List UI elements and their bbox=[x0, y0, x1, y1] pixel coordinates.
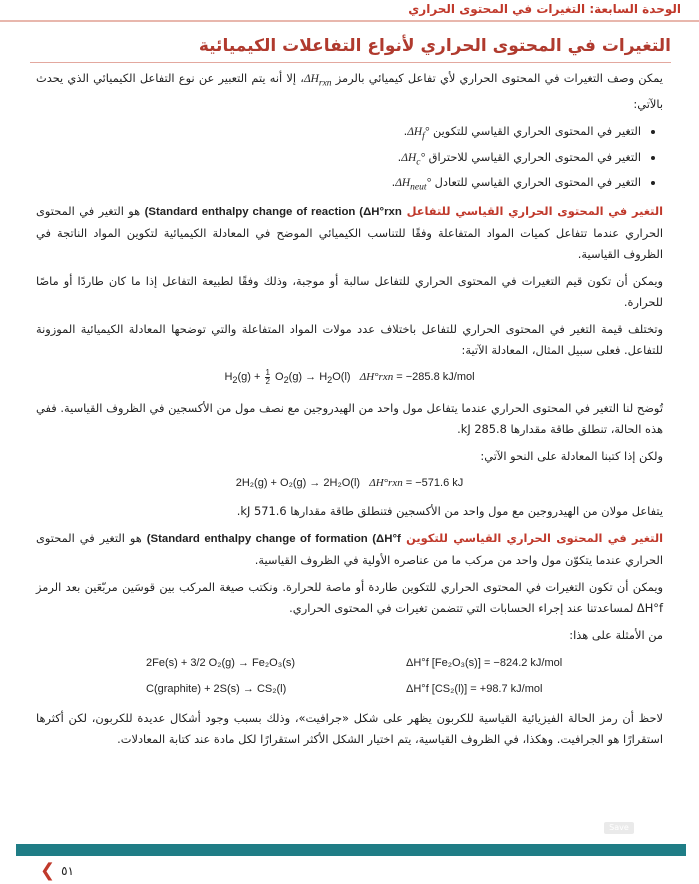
intro-paragraph: يمكن وصف التغيرات في المحتوى الحراري لأي تفاعل كيميائي بالرمز $\Delta H_{rxn}،$ إلا أنه يتم التعبير عن نوع التفاعل الكيميائي الذي يحدث بالآتي: bbox=[36, 71, 663, 112]
page-number: ٥١ bbox=[61, 864, 74, 878]
reaction-enthalpy-definition: التغير في المحتوى الحراري القياسي للتفاعل (Standard enthalpy change of reaction (ΔH°rxn هو التغير في المحتوى الحراري عندما تتفاعل كميات المواد المتفاعلة وفقًا للتناسب الكيميائي الموضح في المعادلة الكيميائية لتكوين المواد الناتجة في الظروف القياسية. bbox=[36, 204, 664, 262]
list-item: • التغير في المحتوى الحراري القياسي للتكوين $\Delta H_f^\circ$. bbox=[36, 121, 641, 146]
chevron-left-icon[interactable]: ❮ bbox=[40, 860, 56, 881]
header-divider bbox=[0, 20, 699, 22]
formation-enthalpy-definition: التغير في المحتوى الحراري القياسي للتكوين (Standard enthalpy change of formation (ΔH°f هو التغير في المحتوى الحراري عندما يتكوّن مول واحد من مركب ما من عناصره الأولية في الظروف القياسية. bbox=[36, 531, 663, 568]
moles-paragraph: وتختلف قيمة التغير في المحتوى الحراري للتفاعل باختلاف عدد مولات المواد المتفاعلة والتي توضحها المعادلة الكيميائية الموزونة للتفاعل. فعلى سبيل المثال، المعادلة الآتية: bbox=[36, 322, 663, 358]
term-reaction-ar: التغير في المحتوى الحراري القياسي للتفاعل bbox=[401, 204, 664, 219]
formation-paragraph: ويمكن أن تكون التغيرات في المحتوى الحراري للتكوين طاردة أو ماصة للحرارة. ونكتب صيغة المركب بين قوسَين مربّعَين بعد الرمز ΔH°f لمساعدتنا عند إجراء الحسابات التي تتضمن تغيرات في المحتوى الحراري. bbox=[36, 580, 663, 616]
examples-intro: من الأمثلة على هذا: bbox=[569, 628, 663, 643]
equation-1: $H_2(g)$ + $\frac{1}{2}$ $O_2(g) \to H_2O(l)$ ΔH°rxn = −285.8 kJ/mol bbox=[224, 367, 475, 386]
example-row: 2Fe(s) + 3/2 O₂(g) → Fe₂O₃(s) ΔH°f [Fe₂O₃(s)] = −824.2 kJ/mol bbox=[146, 657, 563, 670]
unit-header: الوحدة السابعة: التغيرات في المحتوى الحراري bbox=[408, 2, 681, 16]
rewrite-paragraph: ولكن إذا كتبنا المعادلة على النحو الآتي: bbox=[480, 449, 663, 464]
page-footer bbox=[40, 862, 74, 880]
term-formation-en: (Standard enthalpy change of formation (ΔH°f bbox=[146, 533, 401, 546]
content-body bbox=[36, 68, 663, 756]
page-title: التغيرات في المحتوى الحراري لأنواع التفاعلات الكيميائية bbox=[30, 36, 671, 63]
equation2-explanation: يتفاعل مولان من الهيدروجين مع مول واحد من الأكسجين فتنطلق طاقة مقدارها 571.6 kJ. bbox=[236, 504, 663, 519]
save-watermark: Save bbox=[604, 822, 634, 834]
list-item: • التغير في المحتوى الحراري القياسي للتعادل $\Delta H_{neut}^\circ$. bbox=[36, 172, 641, 197]
example-row: C(graphite) + 2S(s) → CS₂(l) ΔH°f [CS₂(l)] = +98.7 kJ/mol bbox=[146, 683, 543, 696]
equation1-explanation: تُوضح لنا التغير في المحتوى الحراري عندما يتفاعل مول واحد من الهيدروجين مع نصف مول من الأكسجين في الظروف القياسية. ففي هذه الحالة، تنطلق طاقة مقدارها 285.8 kJ. bbox=[36, 401, 663, 437]
sign-paragraph: ويمكن أن تكون قيم التغيرات في المحتوى الحراري للتفاعل سالبة أو موجبة، وذلك وفقًا لطبيعة التفاعل إذا ما كان طاردًا أو ماصًا للحرارة. bbox=[36, 274, 663, 310]
equation-2: 2H₂(g) + O₂(g) → 2H₂O(l) ΔH°rxn = −571.6 kJ bbox=[235, 477, 464, 490]
footer-bar bbox=[16, 844, 686, 856]
graphite-note: لاحظ أن رمز الحالة الفيزيائية القياسية للكربون يظهر على شكل «جرافيت»، وذلك بسبب وجود أشكال عديدة للكربون، لكن أكثرها استقرارًا هو الجرافيت. وهكذا، في الظروف القياسية، يتم اختيار الشكل الأكثر استقرارًا لكل مادة عند كتابة المعادلات. bbox=[36, 711, 663, 747]
fraction-half: $\frac{1}{2}$ bbox=[265, 367, 270, 386]
dh-rxn-symbol: $\Delta H_{rxn}$ bbox=[303, 73, 332, 89]
term-formation-ar: التغير في المحتوى الحراري القياسي للتكوين bbox=[400, 531, 663, 546]
term-reaction-en: (Standard enthalpy change of reaction (ΔH°rxn bbox=[144, 206, 402, 219]
list-item: • التغير في المحتوى الحراري القياسي للاحتراق $\Delta H_c^\circ$. bbox=[36, 147, 641, 172]
reaction-types-list bbox=[36, 121, 663, 197]
